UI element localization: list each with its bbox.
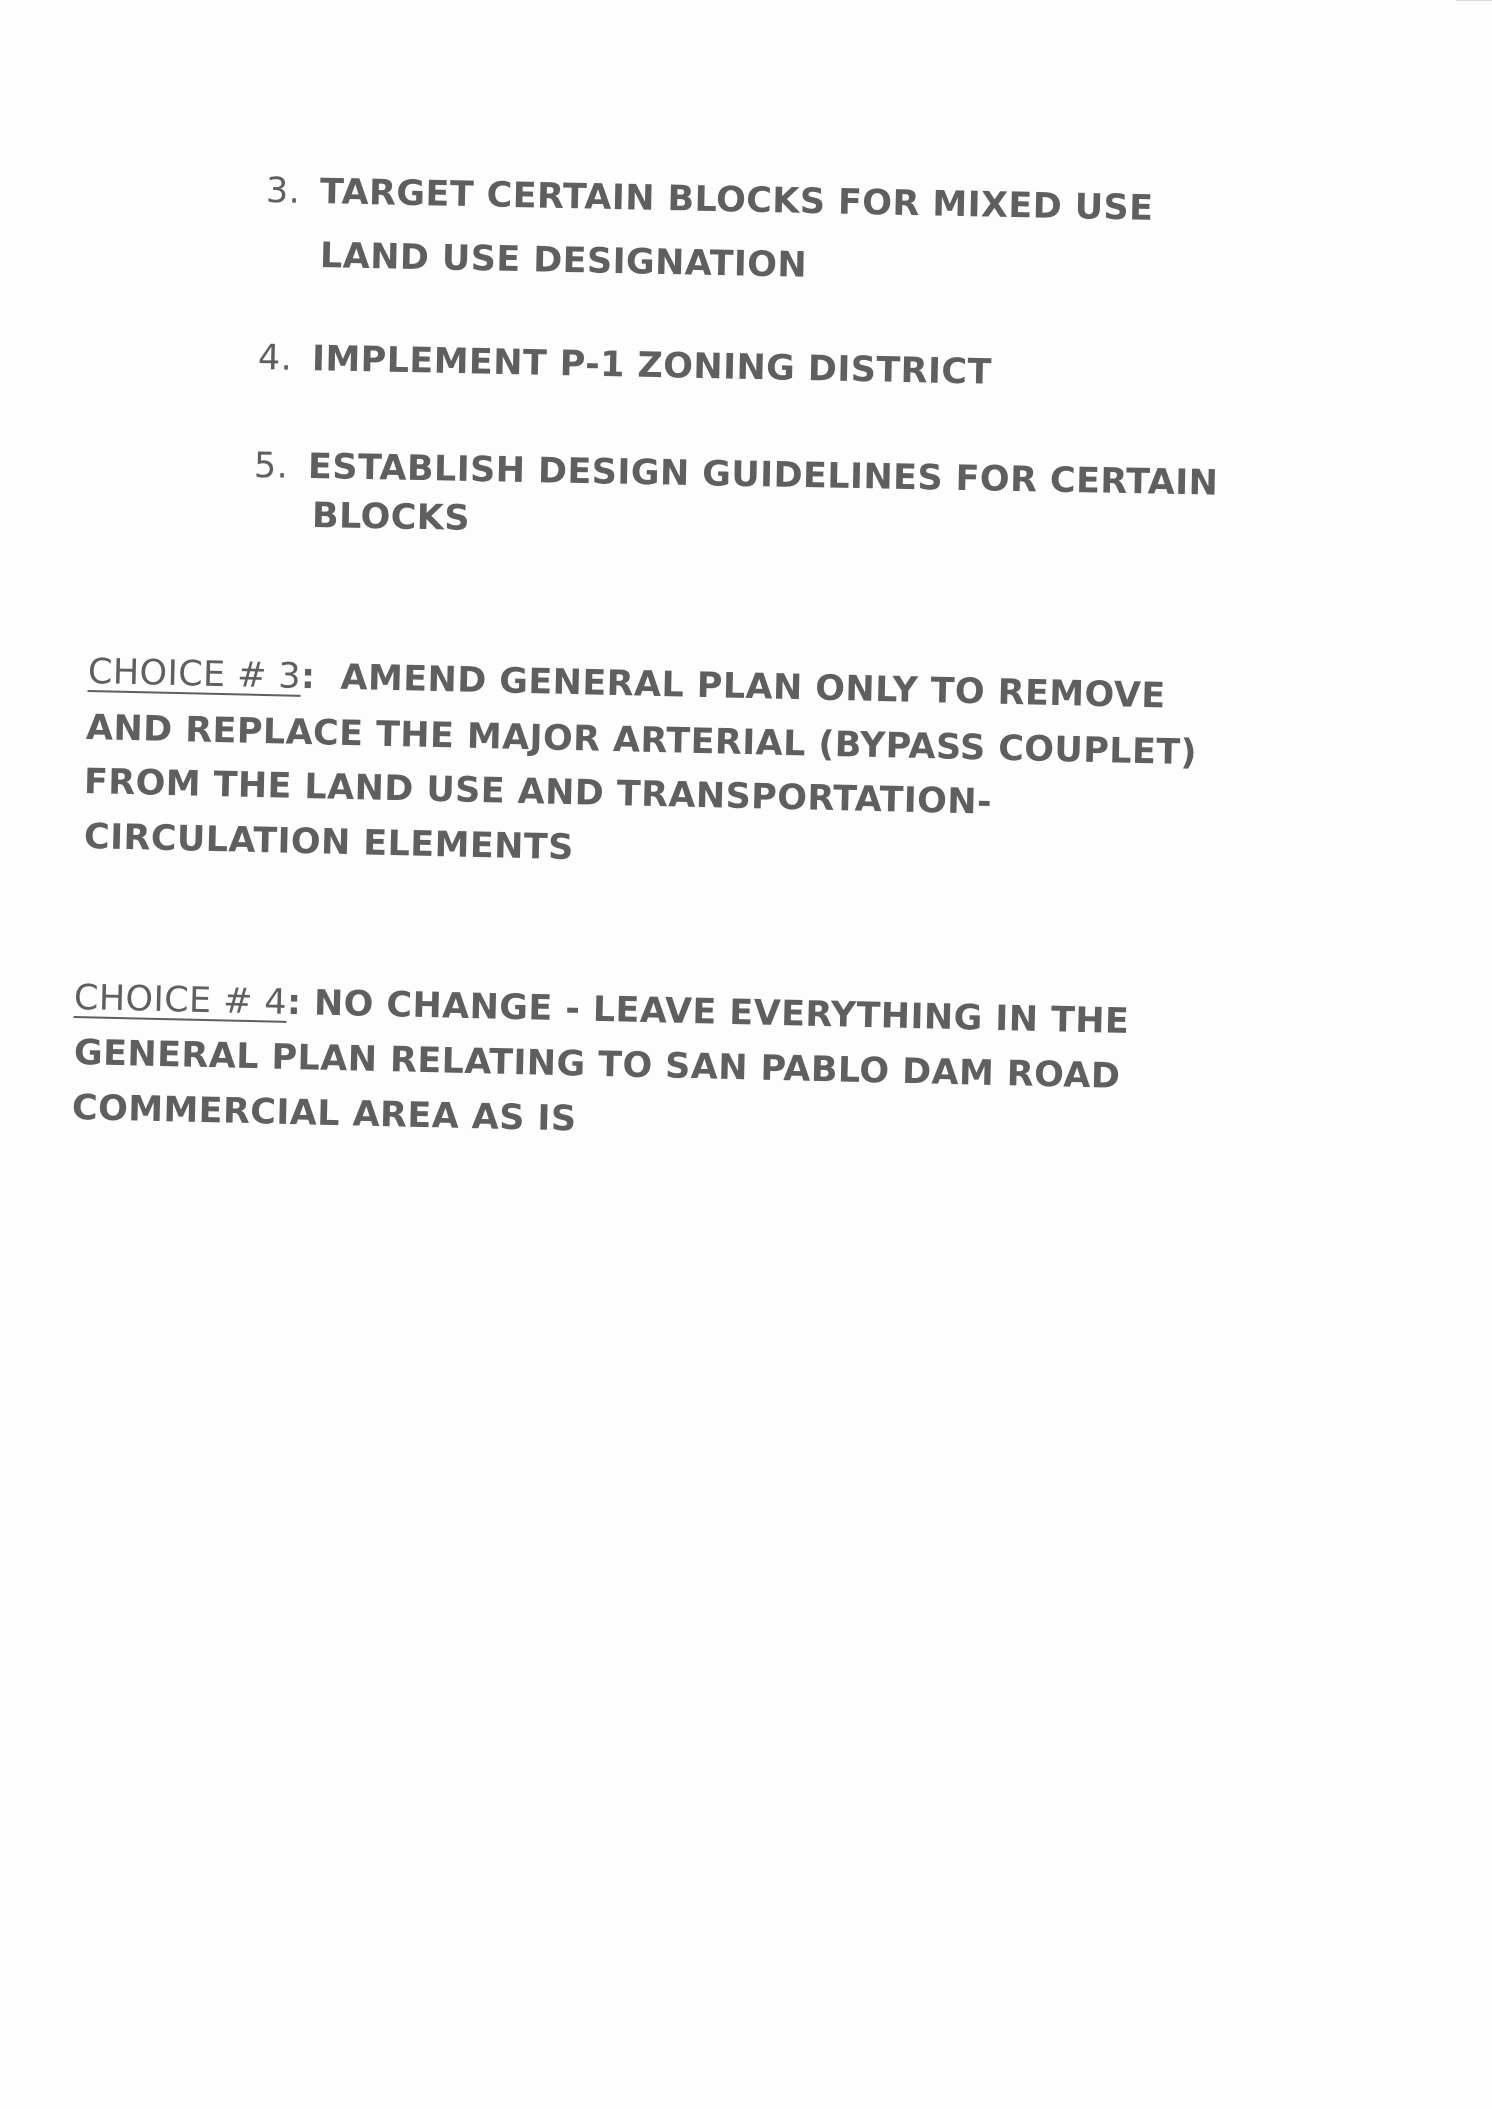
item-4-text-line-1: IMPLEMENT P-1 ZONING DISTRICT	[311, 339, 993, 393]
choice-3-line-1	[88, 652, 1166, 716]
item-3-text-line-1: TARGET CERTAIN BLOCKS FOR MIXED USE	[319, 172, 1154, 229]
item-4-number: 4.	[257, 338, 293, 379]
item-3-number: 3.	[265, 171, 301, 212]
choice-3-text-line-1: AMEND GENERAL PLAN ONLY TO REMOVE	[340, 657, 1166, 717]
choice-3-suffix: :	[300, 656, 316, 698]
choice-3-line-2: AND REPLACE THE MAJOR ARTERIAL (BYPASS COUPLET)	[85, 708, 1198, 774]
item-4-line-1	[258, 338, 993, 393]
item-5-text-line-1: ESTABLISH DESIGN GUIDELINES FOR CERTAIN	[307, 446, 1219, 504]
choice-4-text-line-1: NO CHANGE - LEAVE EVERYTHING IN THE	[313, 983, 1130, 1042]
choice-3-line-3: FROM THE LAND USE AND TRANSPORTATION-	[83, 762, 993, 823]
item-5-line-1	[254, 446, 1219, 504]
item-3-line-1	[266, 171, 1154, 229]
item-5-line-2: BLOCKS	[311, 496, 471, 539]
choice-3-label: CHOICE # 3	[87, 652, 302, 697]
choice-4-label: CHOICE # 4	[73, 978, 288, 1023]
choice-4-suffix: :	[286, 982, 302, 1024]
choice-3-line-4: CIRCULATION ELEMENTS	[83, 817, 575, 869]
item-5-number: 5.	[253, 446, 289, 487]
choice-4-line-1	[74, 978, 1130, 1042]
item-3-line-2: LAND USE DESIGNATION	[319, 236, 808, 286]
choice-4-line-3: COMMERCIAL AREA AS IS	[71, 1088, 577, 1140]
choice-4-line-2: GENERAL PLAN RELATING TO SAN PABLO DAM ROAD	[73, 1033, 1121, 1097]
scan-edge-mark	[1456, 0, 1492, 11]
